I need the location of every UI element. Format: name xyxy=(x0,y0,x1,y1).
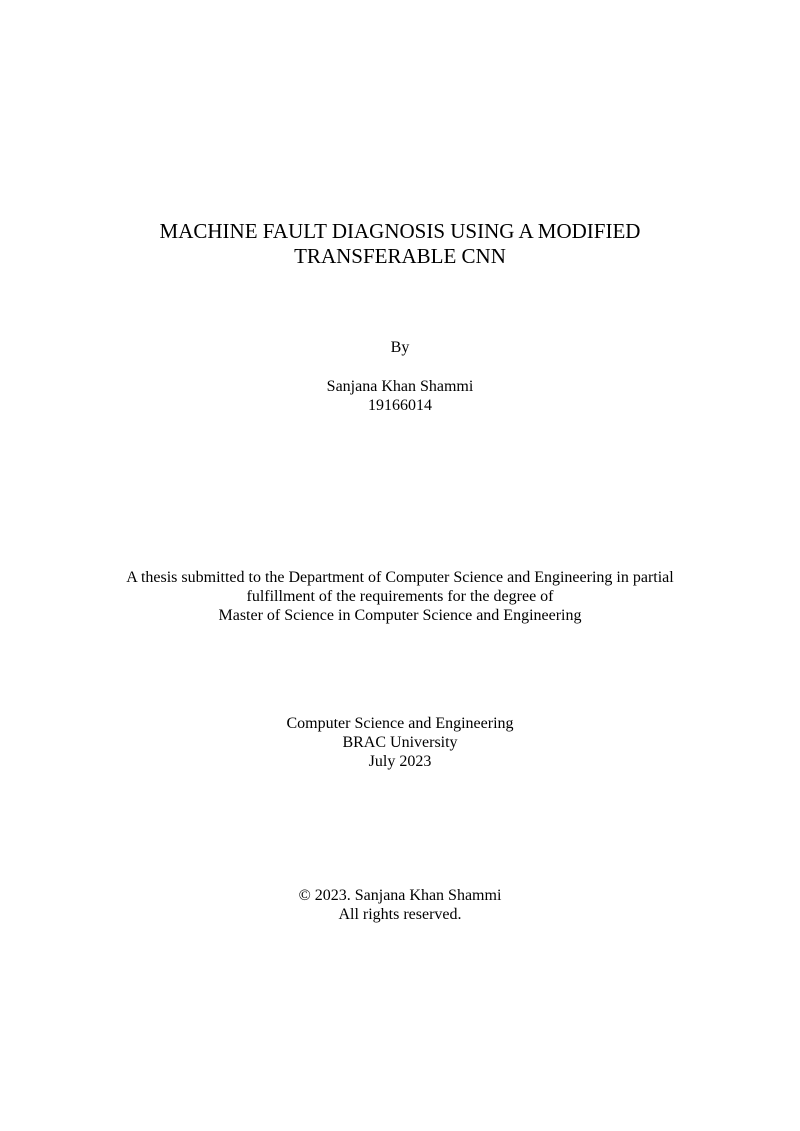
university-name: BRAC University xyxy=(342,734,458,751)
thesis-title-line-2: TRANSFERABLE CNN xyxy=(294,244,506,268)
rights-reserved: All rights reserved. xyxy=(338,906,462,923)
student-id: 19166014 xyxy=(368,397,432,414)
copyright-notice: © 2023. Sanjana Khan Shammi xyxy=(298,887,502,904)
author-name: Sanjana Khan Shammi xyxy=(326,378,474,395)
by-label: By xyxy=(390,339,410,356)
thesis-title-line-1: MACHINE FAULT DIAGNOSIS USING A MODIFIED xyxy=(159,219,641,243)
thesis-statement-line-3: Master of Science in Computer Science and Engineering xyxy=(218,607,582,624)
submission-date: July 2023 xyxy=(368,753,432,770)
thesis-statement-line-2: fulfillment of the requirements for the degree of xyxy=(246,588,554,605)
department-name: Computer Science and Engineering xyxy=(286,715,514,732)
thesis-statement-line-1: A thesis submitted to the Department of Computer Science and Engineering in partial xyxy=(126,569,674,586)
